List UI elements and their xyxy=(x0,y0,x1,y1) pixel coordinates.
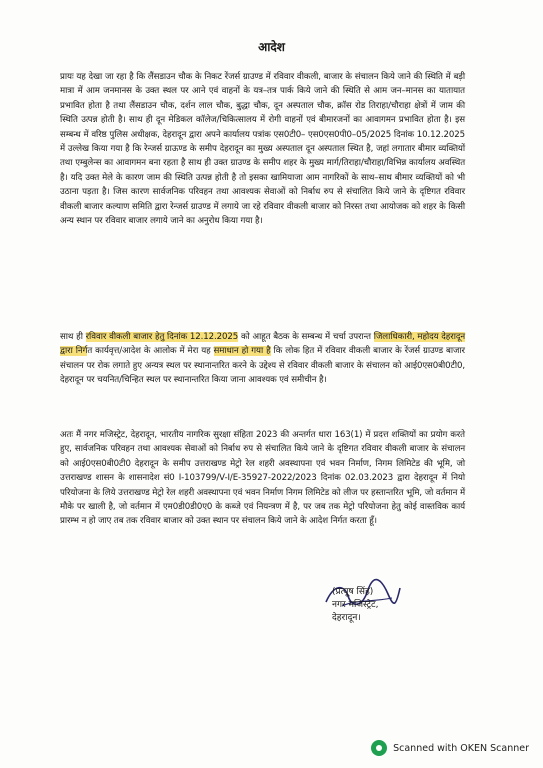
signatory-designation: नगर मजिस्ट्रेट, xyxy=(332,600,379,610)
scanner-logo-icon xyxy=(371,740,387,756)
scanner-watermark xyxy=(371,740,529,756)
paragraph-2-part-a: साथ ही xyxy=(60,332,86,342)
paragraph-2 xyxy=(60,330,465,388)
highlighted-text-2: जिलाधिकारी, महोदय देहरादून द्वारा निर्ग xyxy=(60,332,466,357)
paragraph-2-part-b: को आहूत बैठक के सम्बन्ध में चर्चा उपरान्त xyxy=(238,332,374,342)
highlighted-text-3: समाधान हो गया है xyxy=(213,346,271,357)
signatory-name: (प्रत्यूष सिंह) xyxy=(332,587,374,597)
document-title: आदेश xyxy=(258,40,285,54)
signature-block xyxy=(328,586,448,625)
scanner-watermark-text: Scanned with OKEN Scanner xyxy=(393,742,529,754)
paragraph-2-part-c: त कार्यवृत्त/आदेश के आलोक में मेरा यह xyxy=(87,346,214,357)
paragraph-1: प्रायः यह देखा जा रहा है कि लैंसडाउन चौक के निकट रेंजर्स ग्राउण्ड में रविवार वीकली, बाजार के संचालन किये जाने की स्थिति में बड़ी मात्रा में आम जनमानस के उक्त स्थल पर आने एवं वाहनों के यत्र–तत्र पार्क किये जाने की स्थिति से आम जन–मानस का यातायात प्रभावित होता है तथा लैंसडाउन चौक, दर्शन लाल चौक, बुद्धा चौक, दून अस्पताल चौक, क्रॉस रोड तिराहा/चौराहा क्षेत्रों में जाम की स्थिति उत्पन्न होती है। साथ ही दून मेडिकल कॉलेज/चिकित्सालय में रोगी वाहनों एवं बीमारजनों का आवागमन प्रभावित होता है। इस सम्बन्ध में वरिष्ठ पुलिस अधीक्षक, देहरादून द्वारा अपने कार्यालय पत्रांक एस0टी0– एस0एस0पी0–05/2025 दिनांक 10.12.2025 में उल्लेख किया गया है कि रेन्जर्स ग्राऊण्ड के समीप देहरादून का मुख्य अस्पताल दून अस्पताल स्थित है, जहां लगातार बीमार व्यक्तियों तथा एम्बुलेन्स का आवागमन बना रहता है साथ ही उक्त ग्राउण्ड के समीप शहर के मुख्य मार्ग/तिराहा/चौराहा/विभिन्न कार्यालय अवस्थित है। यदि उक्त मेले के कारण जाम की स्थिति उत्पन्न होती है तो इसका खामियाजा आम नागरिकों के साथ–साथ बीमार व्यक्तियों को भी उठाना पड़ता है। जिस कारण सार्वजनिक परिवहन तथा आवश्यक सेवाओं को निर्बाध रुप से संचालित किये जाने के दृष्टिगत रविवार वीकली बाजार कल्याण समिति द्वारा रेन्जर्स ग्राउण्ड में लगाये जा रहे रविवार वीकली बाजार को निरस्त तथा आयोजक को शहर के किसी अन्य स्थान पर रविवार बाजार लगाये जाने का अनुरोध किया गया है। xyxy=(60,72,465,227)
signatory-place: देहरादून। xyxy=(332,613,361,623)
paragraph-3: अतः मैं नगर मजिस्ट्रेट, देहरादून, भारतीय नागरिक सुरक्षा संहिता 2023 की अन्तर्गत धारा 163(1) में प्रदत्त शक्तियों का प्रयोग करते हुए, सार्वजनिक परिवहन तथा आवश्यक सेवाओं को निर्बाध रुप से संचालित किये जाने के दृष्टिगत रविवार वीकली बाजार के संचालन को आई0एस0बी0टी0 देहरादून के समीप उत्तराखण्ड मेट्रो रेल शहरी अवस्थापना एवं भवन निर्माण, निगम लिमिटेड की भूमि, जो उत्तराखण्ड शासन के शासनादेश सं0 I-103799/V-I/E-35927-2022/2023 दिनांक 02.03.2023 द्वारा देहरादून में नियो परियोजना के लिये उत्तराखण्ड मेट्रो रेल शहरी अवस्थापना एवं भवन निर्माण निगम लिमिटेड को लीज पर हस्तान्तरित भूमि, जो वर्तमान में मौके पर खाली है, जो वर्तमान में एम0डी0डी0ए0 के कब्जे एवं नियन्त्रण में है, पर जब तक मेट्रो परियोजना हेतु कोई वास्तविक कार्य प्रारम्भ न हो जाए तब तक रविवार बाजार को उक्त स्थान पर संचालन किये जाने के आदेश निर्गत करता हूँ। xyxy=(60,430,465,527)
highlighted-text-1: रविवार वीकली बाजार हेतु दिनांक 12.12.2025 xyxy=(85,332,239,342)
paragraph-2-part-d: कि लोक हित में रविवार वीकली बाजार के रेंजर्स ग्राउण्ड बाजार संचालन पर रोक लगाते हुए अन्यत्र स्थल पर स्थानान्तरित करने के उद्देश्य से रविवार वीकली बाजार के संचालन को आई0एस0बी0टी0, देहरादून पर चयनित/चिन्हित स्थल पर स्थानान्तरित किया जाना आवश्यक एवं समीचीन है। xyxy=(60,346,465,386)
